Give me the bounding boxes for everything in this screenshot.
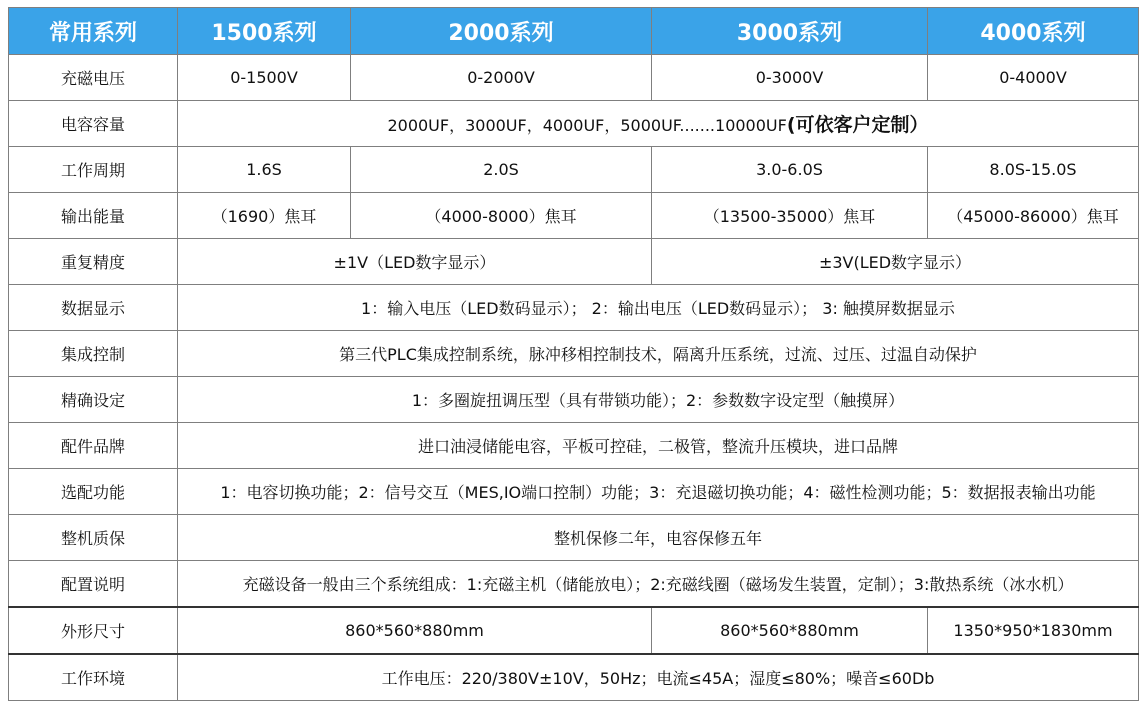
- row-voltage: [9, 55, 1139, 101]
- row-label: 整机质保: [9, 515, 178, 561]
- row-control: [9, 331, 1139, 377]
- cell-value: 2.0S: [351, 147, 652, 193]
- cell-value: 8.0S-15.0S: [928, 147, 1139, 193]
- cell-value: 进口油浸储能电容，平板可控硅，二极管，整流升压模块，进口品牌: [178, 423, 1139, 469]
- cell-value: 3.0-6.0S: [652, 147, 928, 193]
- cell-value: 860*560*880mm: [652, 607, 928, 654]
- spec-table: [8, 7, 1139, 701]
- row-label: 充磁电压: [9, 55, 178, 101]
- cell-value: 0-1500V: [178, 55, 351, 101]
- capacitance-values: 2000UF，3000UF，4000UF，5000UF.......10000UF: [387, 116, 787, 135]
- row-energy: [9, 193, 1139, 239]
- cell-value: （1690）焦耳: [178, 193, 351, 239]
- header-1500: 1500系列: [178, 8, 351, 55]
- row-label: 电容容量: [9, 101, 178, 147]
- cell-value: 第三代PLC集成控制系统，脉冲移相控制技术，隔离升压系统，过流、过压、过温自动保护: [178, 331, 1139, 377]
- cell-value: 整机保修二年，电容保修五年: [178, 515, 1139, 561]
- capacitance-note: (可依客户定制）: [786, 114, 929, 136]
- row-display: [9, 285, 1139, 331]
- cell-value: 1：多圈旋扭调压型（具有带锁功能）；2：参数数字设定型（触摸屏）: [178, 377, 1139, 423]
- cell-value: 1：输入电压（LED数码显示）； 2：输出电压（LED数码显示）； 3: 触摸屏数据显示: [178, 285, 1139, 331]
- row-label: 配件品牌: [9, 423, 178, 469]
- cell-value: 860*560*880mm: [178, 607, 652, 654]
- row-label: 工作周期: [9, 147, 178, 193]
- row-parts: [9, 423, 1139, 469]
- row-label: 选配功能: [9, 469, 178, 515]
- row-precision: [9, 239, 1139, 285]
- row-label: 配置说明: [9, 561, 178, 608]
- cell-value: 1.6S: [178, 147, 351, 193]
- row-label: 数据显示: [9, 285, 178, 331]
- row-warranty: [9, 515, 1139, 561]
- row-environment: [9, 654, 1139, 701]
- cell-value: （4000-8000）焦耳: [351, 193, 652, 239]
- row-label: 外形尺寸: [9, 607, 178, 654]
- row-capacitance: [9, 101, 1139, 147]
- row-label: 输出能量: [9, 193, 178, 239]
- cell-value: 充磁设备一般由三个系统组成：1:充磁主机（储能放电）；2:充磁线圈（磁场发生装置，定制）；3:散热系统（冰水机）: [178, 561, 1139, 608]
- header-series: 常用系列: [9, 8, 178, 55]
- cell-value: 1：电容切换功能；2：信号交互（MES,IO端口控制）功能；3：充退磁切换功能；4：磁性检测功能；5：数据报表输出功能: [178, 469, 1139, 515]
- row-cycle: [9, 147, 1139, 193]
- cell-value: [178, 101, 1139, 147]
- cell-value: ±1V（LED数字显示）: [178, 239, 652, 285]
- row-label: 集成控制: [9, 331, 178, 377]
- header-2000: 2000系列: [351, 8, 652, 55]
- cell-value: 工作电压：220/380V±10V，50Hz；电流≤45A；湿度≤80%；噪音≤60Db: [178, 654, 1139, 701]
- header-row: [9, 8, 1139, 55]
- cell-value: 0-4000V: [928, 55, 1139, 101]
- cell-value: 0-3000V: [652, 55, 928, 101]
- cell-value: ±3V(LED数字显示）: [652, 239, 1139, 285]
- row-config: [9, 561, 1139, 608]
- row-label: 精确设定: [9, 377, 178, 423]
- row-label: 工作环境: [9, 654, 178, 701]
- cell-value: 1350*950*1830mm: [928, 607, 1139, 654]
- header-4000: 4000系列: [928, 8, 1139, 55]
- row-options: [9, 469, 1139, 515]
- cell-value: （13500-35000）焦耳: [652, 193, 928, 239]
- row-setting: [9, 377, 1139, 423]
- cell-value: 0-2000V: [351, 55, 652, 101]
- cell-value: （45000-86000）焦耳: [928, 193, 1139, 239]
- row-label: 重复精度: [9, 239, 178, 285]
- row-size: [9, 607, 1139, 654]
- header-3000: 3000系列: [652, 8, 928, 55]
